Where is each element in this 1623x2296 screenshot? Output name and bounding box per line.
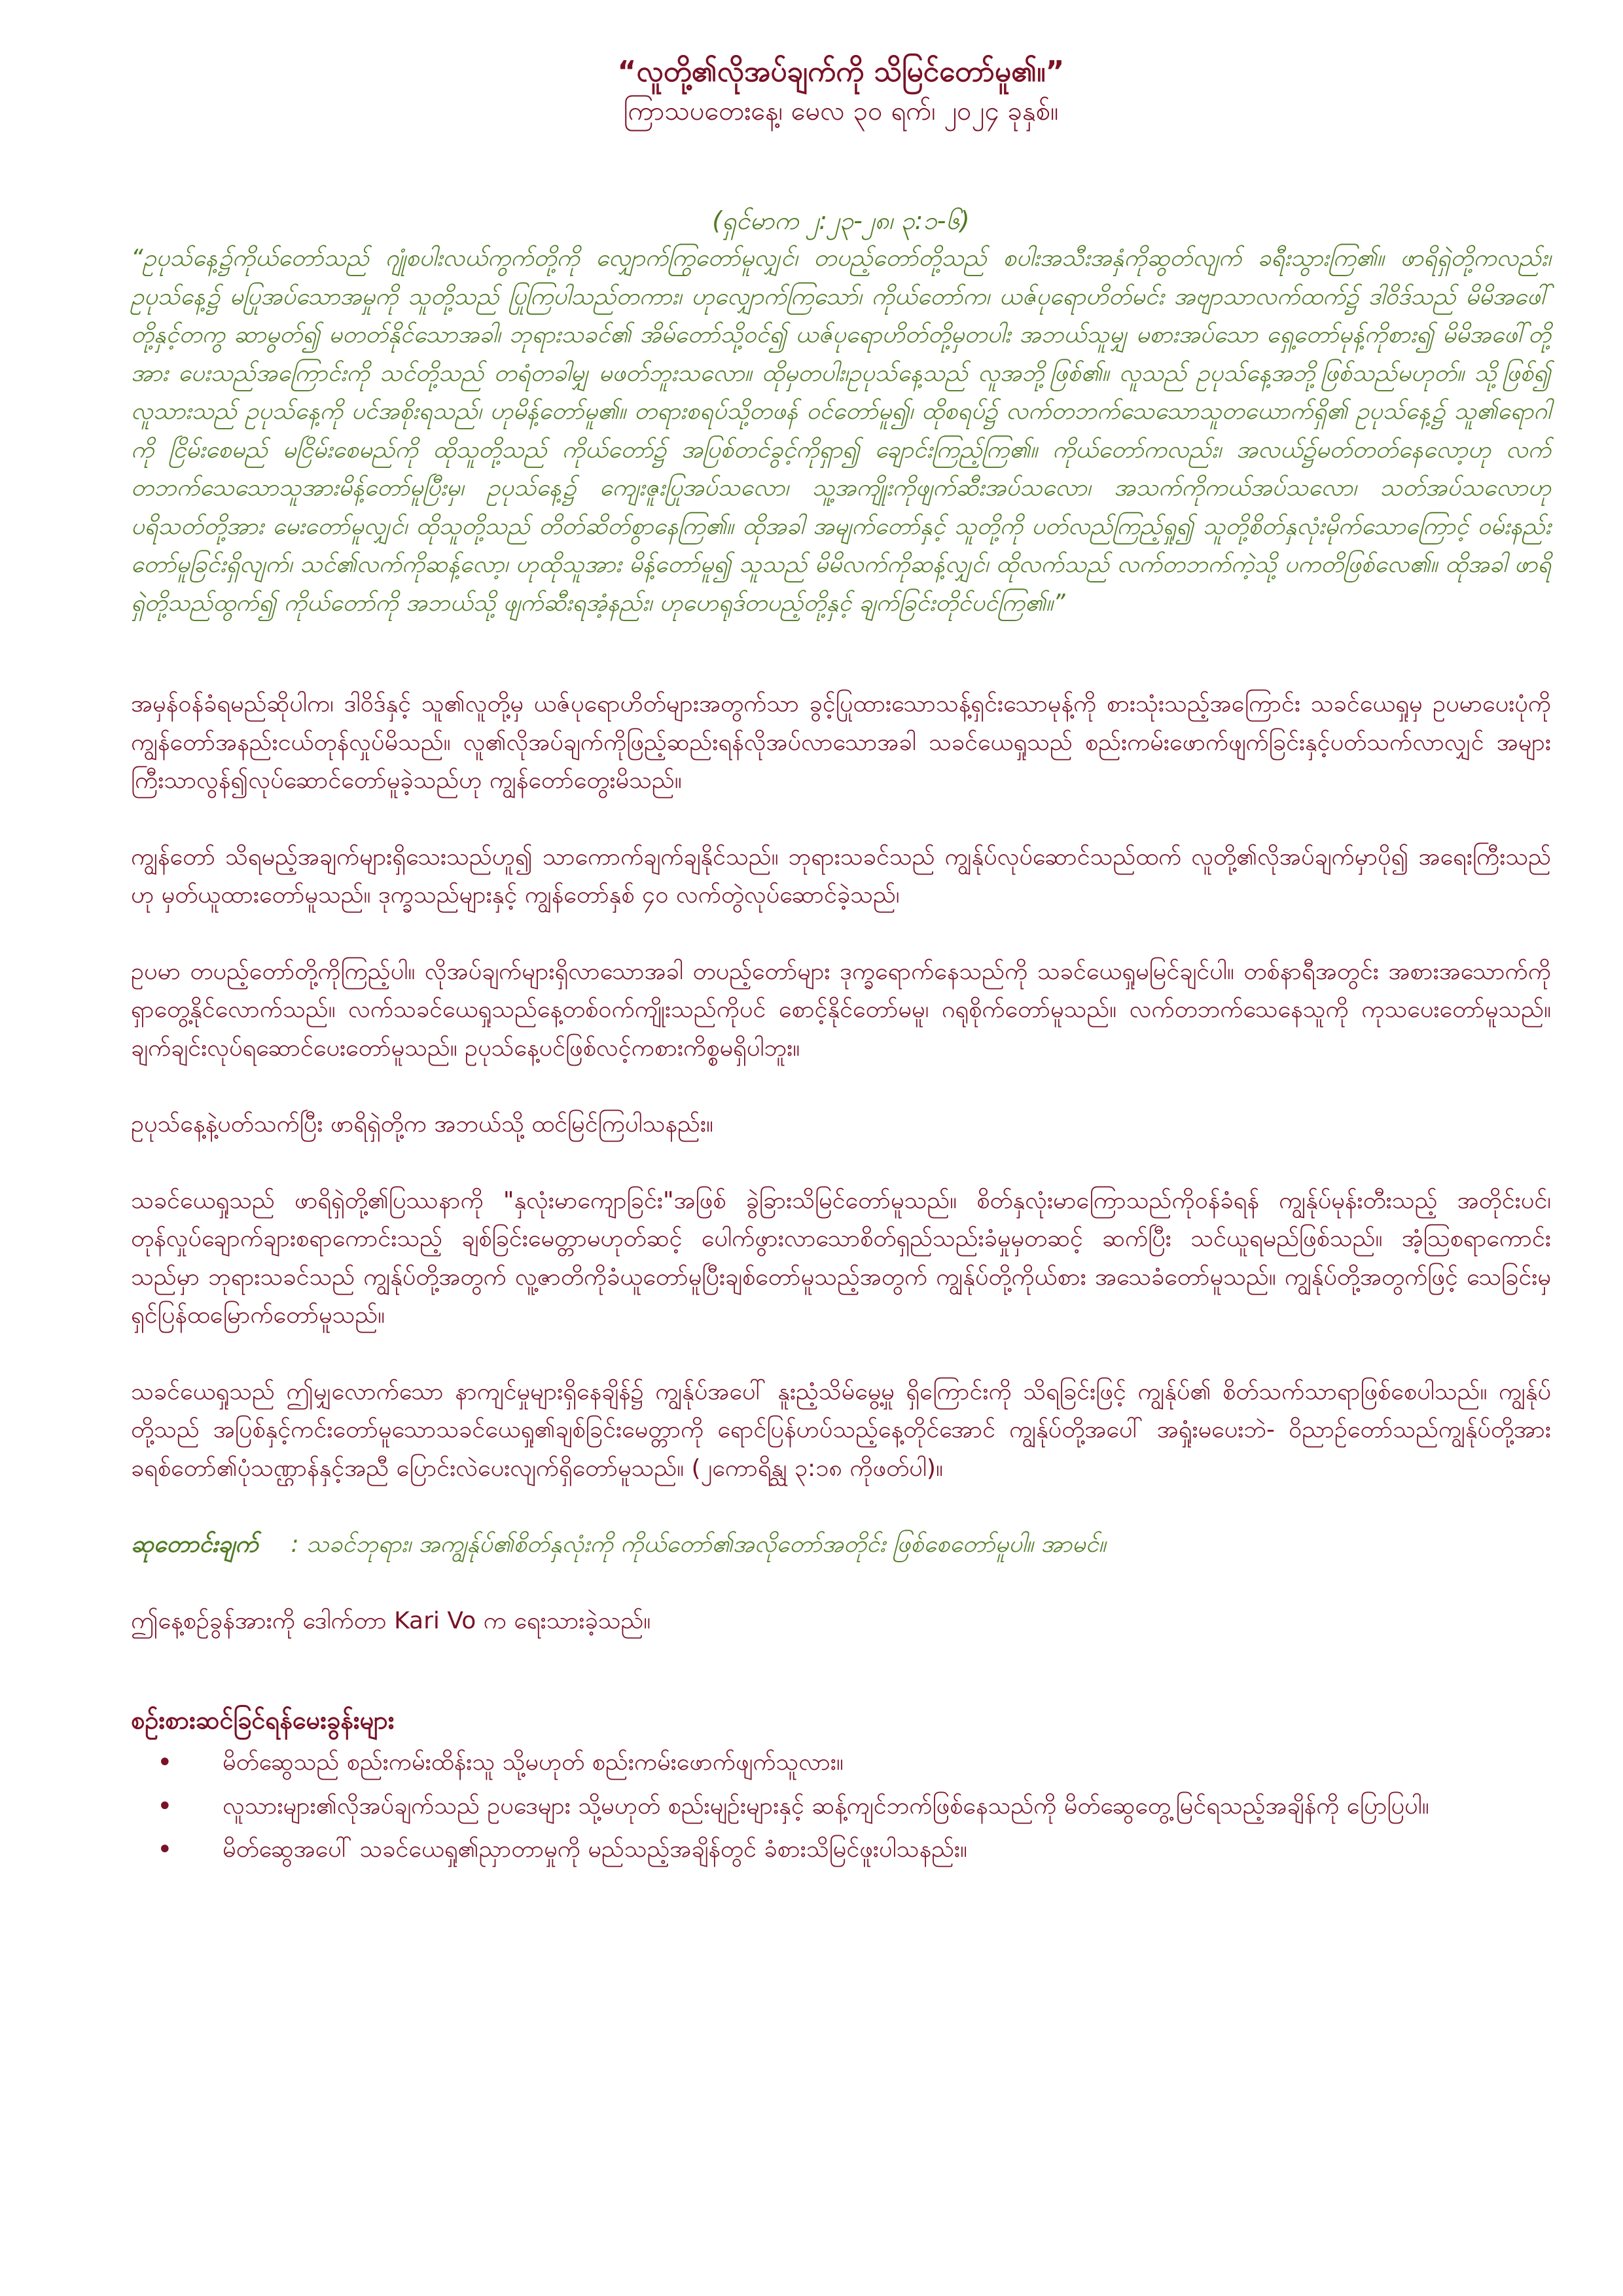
prayer-text: : သခင်ဘုရား၊ အကျွန်ုပ်၏စိတ်နှလုံးကို ကိုယ်တော်၏အလိုတော်အတိုင်း ဖြစ်စေတော်မူပါ။ အာမင်။ (291, 1531, 1106, 1558)
bullet-icon: • (157, 1748, 173, 1778)
question-text: မိတ်ဆွေအပေါ် သခင်ယေရှု၏ညှာတာမှုကို မည်သည့်အချိန်တွင် ခံစားသိမြင်ဖူးပါသနည်း။ (223, 1836, 967, 1863)
body-paragraph-5: သခင်ယေရှုသည် ဖာရိရှဲတို့၏ပြဿနာကို "နှလုံးမာကျောခြင်း"အဖြစ် ခွဲခြားသိမြင်တော်မူသည်။ စိတ်နှလုံးမာကြောသည်ကိုဝန်ခံရန် ကျွန်ုပ်မုန်းတီးသည့် အတိုင်းပင်၊ တုန်လှုပ်ချောက်ချားစရာကောင်းသည့် ချစ်ခြင်းမေတ္တာမဟုတ်ဆင့် ပေါက်ဖွားလာသောစိတ်ရှည်သည်းခံမှုမှတဆင့် ဆက်ပြီး သင်ယူရမည်ဖြစ်သည်။ အံ့သြစရာကောင်းသည်မှာ ဘုရားသခင်သည် ကျွန်ုပ်တို့အတွက် လူ့ဇာတိကိုခံယူတော်မူပြီးချစ်တော်မူသည့်အတွက် ကျွန်ုပ်တို့ကိုယ်စား အသေခံတော်မူသည်။ ကျွန်ုပ်တို့အတွက်ဖြင့် သေခြင်းမှရှင်ပြန်ထမြောက်တော်မူသည်။ (131, 1187, 1551, 1329)
body-paragraph-6: သခင်ယေရှုသည် ဤမျှလောက်သော နာကျင်မှုများရှိနေချိန်၌ ကျွန်ုပ်အပေါ် နူးညံ့သိမ်မွေ့မှု ရှိကြောင်းကို သိရခြင်းဖြင့် ကျွန်ုပ်၏ စိတ်သက်သာရာဖြစ်စေပါသည်။ ကျွန်ုပ်တို့သည် အပြစ်နှင့်ကင်းတော်မူသောသခင်ယေရှု၏ချစ်ခြင်းမေတ္တာကို ရောင်ပြန်ဟပ်သည့်နေ့တိုင်အောင် ကျွန်ုပ်တို့အပေါ် အရှုံးမပေးဘဲ- ဝိညာဉ်တော်သည်ကျွန်ုပ်တို့အား ခရစ်တော်၏ပုံသဏ္ဌာန်နှင့်အညီ ပြောင်းလဲပေးလျက်ရှိတော်မူသည်။ (၂ကောရိန္သု ၃:၁၈ ကိုဖတ်ပါ)။ (131, 1378, 1551, 1482)
scripture-reference: (ရှင်မာက ၂:၂၃-၂၈၊ ၃:၁-၆) (712, 206, 970, 235)
bullet-icon: • (157, 1791, 173, 1821)
question-item (157, 1744, 1551, 1782)
body-paragraph-3: ဥပမာ တပည့်တော်တို့ကိုကြည့်ပါ။ လိုအပ်ချက်များရှိလာသောအခါ တပည့်တော်များ ဒုက္ခရောက်နေသည်ကို သခင်ယေရှုမမြင်ချင်ပါ။ တစ်နာရီအတွင်း အစားအသောက်ကို ရှာတွေ့နိုင်လောက်သည်။ လက်သခင်ယေရှုသည်နေ့တစ်ဝက်ကျိုးသည်ကိုပင် စောင့်နိုင်တော်မမူ၊ ဂရုစိုက်တော်မူသည်။ လက်တဘက်သေနေသူကို ကုသပေးတော်မူသည်။ ချက်ချင်းလုပ်ရဆောင်ပေးတော်မူသည်။ ဥပုသ်နေ့ပင်ဖြစ်လင့်ကစားကိစ္စမရှိပါဘူး။ (131, 958, 1551, 1062)
page-title: “လူတို့၏လိုအပ်ချက်ကို သိမြင်တော်မူ၏။” (617, 55, 1065, 88)
body-paragraph-4: ဥပုသ်နေ့နဲ့ပတ်သက်ပြီး ဖာရိရှဲတို့က အဘယ်သို့ ထင်မြင်ကြပါသနည်း။ (131, 1111, 713, 1138)
question-text: လူသားများ၏လိုအပ်ချက်သည် ဥပဒေများ သို့မဟုတ် စည်းမျဉ်းများနှင့် ဆန့်ကျင်ဘက်ဖြစ်နေသည်ကို မိတ်ဆွေတွေ့မြင်ရသည့်အချိန်ကို ပြောပြပါ။ (223, 1792, 1429, 1820)
question-item (157, 1787, 1551, 1826)
questions-list (131, 1744, 1551, 1869)
body-paragraph-1: အမှန်ဝန်ခံရမည်ဆိုပါက၊ ဒါဝိဒ်နှင့် သူ၏လူတို့မှ ယဇ်ပုရောဟိတ်များအတွက်သာ ခွင့်ပြုထားသောသန့်ရှင်းသောမုန့်ကို စားသုံးသည့်အကြောင်း သခင်ယေရှုမှ ဥပမာပေးပုံကို ကျွန်တော်အနည်းငယ်တုန်လှုပ်မိသည်။ လူ၏လိုအပ်ချက်ကိုဖြည့်ဆည်းရန်လိုအပ်လာသောအခါ သခင်ယေရှုသည် စည်းကမ်းဖောက်ဖျက်ခြင်းနှင့်ပတ်သက်လာလျှင် အများကြီးသာလွန်၍လုပ်ဆောင်တော်မူခဲ့သည်ဟု ကျွန်တော်တွေးမိသည်။ (131, 691, 1551, 794)
questions-heading: စဉ်းစားဆင်ခြင်ရန်မေးခွန်းများ (131, 1706, 395, 1734)
bullet-icon: • (157, 1835, 173, 1865)
prayer (131, 1526, 1551, 1564)
scripture-text: “ဥပုသ်နေ့၌ကိုယ်တော်သည် ဂျုံစပါးလယ်ကွက်တို့ကို လျှောက်ကြွတော်မူလျှင်၊ တပည့်တော်တို့သည် စပါးအသီးအနှံကိုဆွတ်လျက် ခရီးသွားကြ၏။ ဖာရိရှဲတို့ကလည်း၊ ဥပုသ်နေ့၌ မပြုအပ်သောအမှုကို သူတို့သည် ပြုကြပါသည်တကား၊ ဟုလျှောက်ကြသော်၊ ကိုယ်တော်က၊ ယဇ်ပုရောဟိတ်မင်း အဗျာသာလက်ထက်၌ ဒါဝိဒ်သည် မိမိအဖေါ်တို့နှင့်တကွ ဆာမွတ်၍ မတတ်နိုင်သောအခါ၊ ဘုရားသခင်၏ အိမ်တော်သို့ဝင်၍ ယဇ်ပုရောဟိတ်တို့မှတပါး အဘယ်သူမျှ မစားအပ်သော ရှေ့တော်မုန့်ကိုစား၍ မိမိအဖေါ်တို့အား ပေးသည်အကြောင်းကို သင်တို့သည် တရံတခါမျှ မဖတ်ဘူးသလော။ ထိုမှတပါး၊ဥပုသ်နေ့သည် လူအဘို့ဖြစ်၏။ လူသည် ဥပုသ်နေ့အဘို့ဖြစ်သည်မဟုတ်။ သို့ဖြစ်၍ လူသားသည် ဥပုသ်နေ့ကို ပင်အစိုးရသည်၊ ဟုမိန့်တော်မူ၏။ တရားစရပ်သို့တဖန် ဝင်တော်မူ၍၊ ထိုစရပ်၌ လက်တဘက်သေသောသူတယောက်ရှိ၏ ဥပုသ်နေ့၌ သူ၏ရောဂါကို ငြိမ်းစေမည် မငြိမ်းစေမည်ကို ထိုသူတို့သည် ကိုယ်တော်၌ အပြစ်တင်ခွင့်ကိုရှာ၍ ချောင်းကြည့်ကြ၏။ ကိုယ်တော်ကလည်း၊ အလယ်၌မတ်တတ်နေလော့ဟု လက်တဘက်သေသောသူအားမိန့်တော်မူပြီးမှ၊ ဥပုသ်နေ့၌ ကျေးဇူးပြုအပ်သလော၊ သူ့အကျိုးကိုဖျက်ဆီးအပ်သလော၊ အသက်ကိုကယ်အပ်သလော၊ သတ်အပ်သလောဟု ပရိသတ်တို့အား မေးတော်မူလျှင်၊ ထိုသူတို့သည် တိတ်ဆိတ်စွာနေကြ၏။ ထိုအခါ အမျက်တော်နှင့် သူတို့ကို ပတ်လည်ကြည့်ရှု၍ သူတို့စိတ်နှလုံးမိုက်သောကြောင့် ဝမ်းနည်းတော်မူခြင်းရှိလျက်၊ သင်၏လက်ကိုဆန့်လော့၊ ဟုထိုသူအား မိန့်တော်မူ၍ သူသည် မိမိလက်ကိုဆန့်လျှင်၊ ထိုလက်သည် လက်တဘက်ကဲ့သို့ ပကတိဖြစ်လေ၏။ ထိုအခါ ဖာရိရှဲတို့သည်ထွက်၍ ကိုယ်တော်ကို အဘယ်သို့ ဖျက်ဆီးရအံ့နည်း၊ ဟုဟေရုဒ်တပည့်တို့နှင့် ချက်ခြင်းတိုင်ပင်ကြ၏။” (131, 245, 1551, 617)
page-date: ကြာသပတေးနေ့၊ မေလ ၃၀ ရက်၊ ၂၀၂၄ ခုနှစ်။ (623, 96, 1059, 126)
question-item (157, 1831, 1551, 1869)
body-paragraph-2: ကျွန်တော် သိရမည့်အချက်များရှိသေးသည်ဟူ၍ သာကောက်ချက်ချနိုင်သည်။ ဘုရားသခင်သည် ကျွန်ုပ်လုပ်ဆောင်သည်ထက် လူတို့၏လိုအပ်ချက်မှာပို၍ အရေးကြီးသည်ဟု မှတ်ယူထားတော်မူသည်။ ဒုက္ခသည်များနှင့် ကျွန်တော်နှစ် ၄၀ လက်တွဲလုပ်ဆောင်ခဲ့သည်၊ (131, 843, 1551, 908)
question-text: မိတ်ဆွေသည် စည်းကမ်းထိန်းသူ သို့မဟုတ် စည်းကမ်းဖောက်ဖျက်သူလား။ (223, 1749, 844, 1776)
author-line: ဤနေ့စဉ်ခွန်အားကို ဒေါက်တာ Kari Vo က ရေးသားခဲ့သည်။ (131, 1607, 651, 1634)
prayer-label: ဆုတောင်းချက် (131, 1531, 259, 1558)
